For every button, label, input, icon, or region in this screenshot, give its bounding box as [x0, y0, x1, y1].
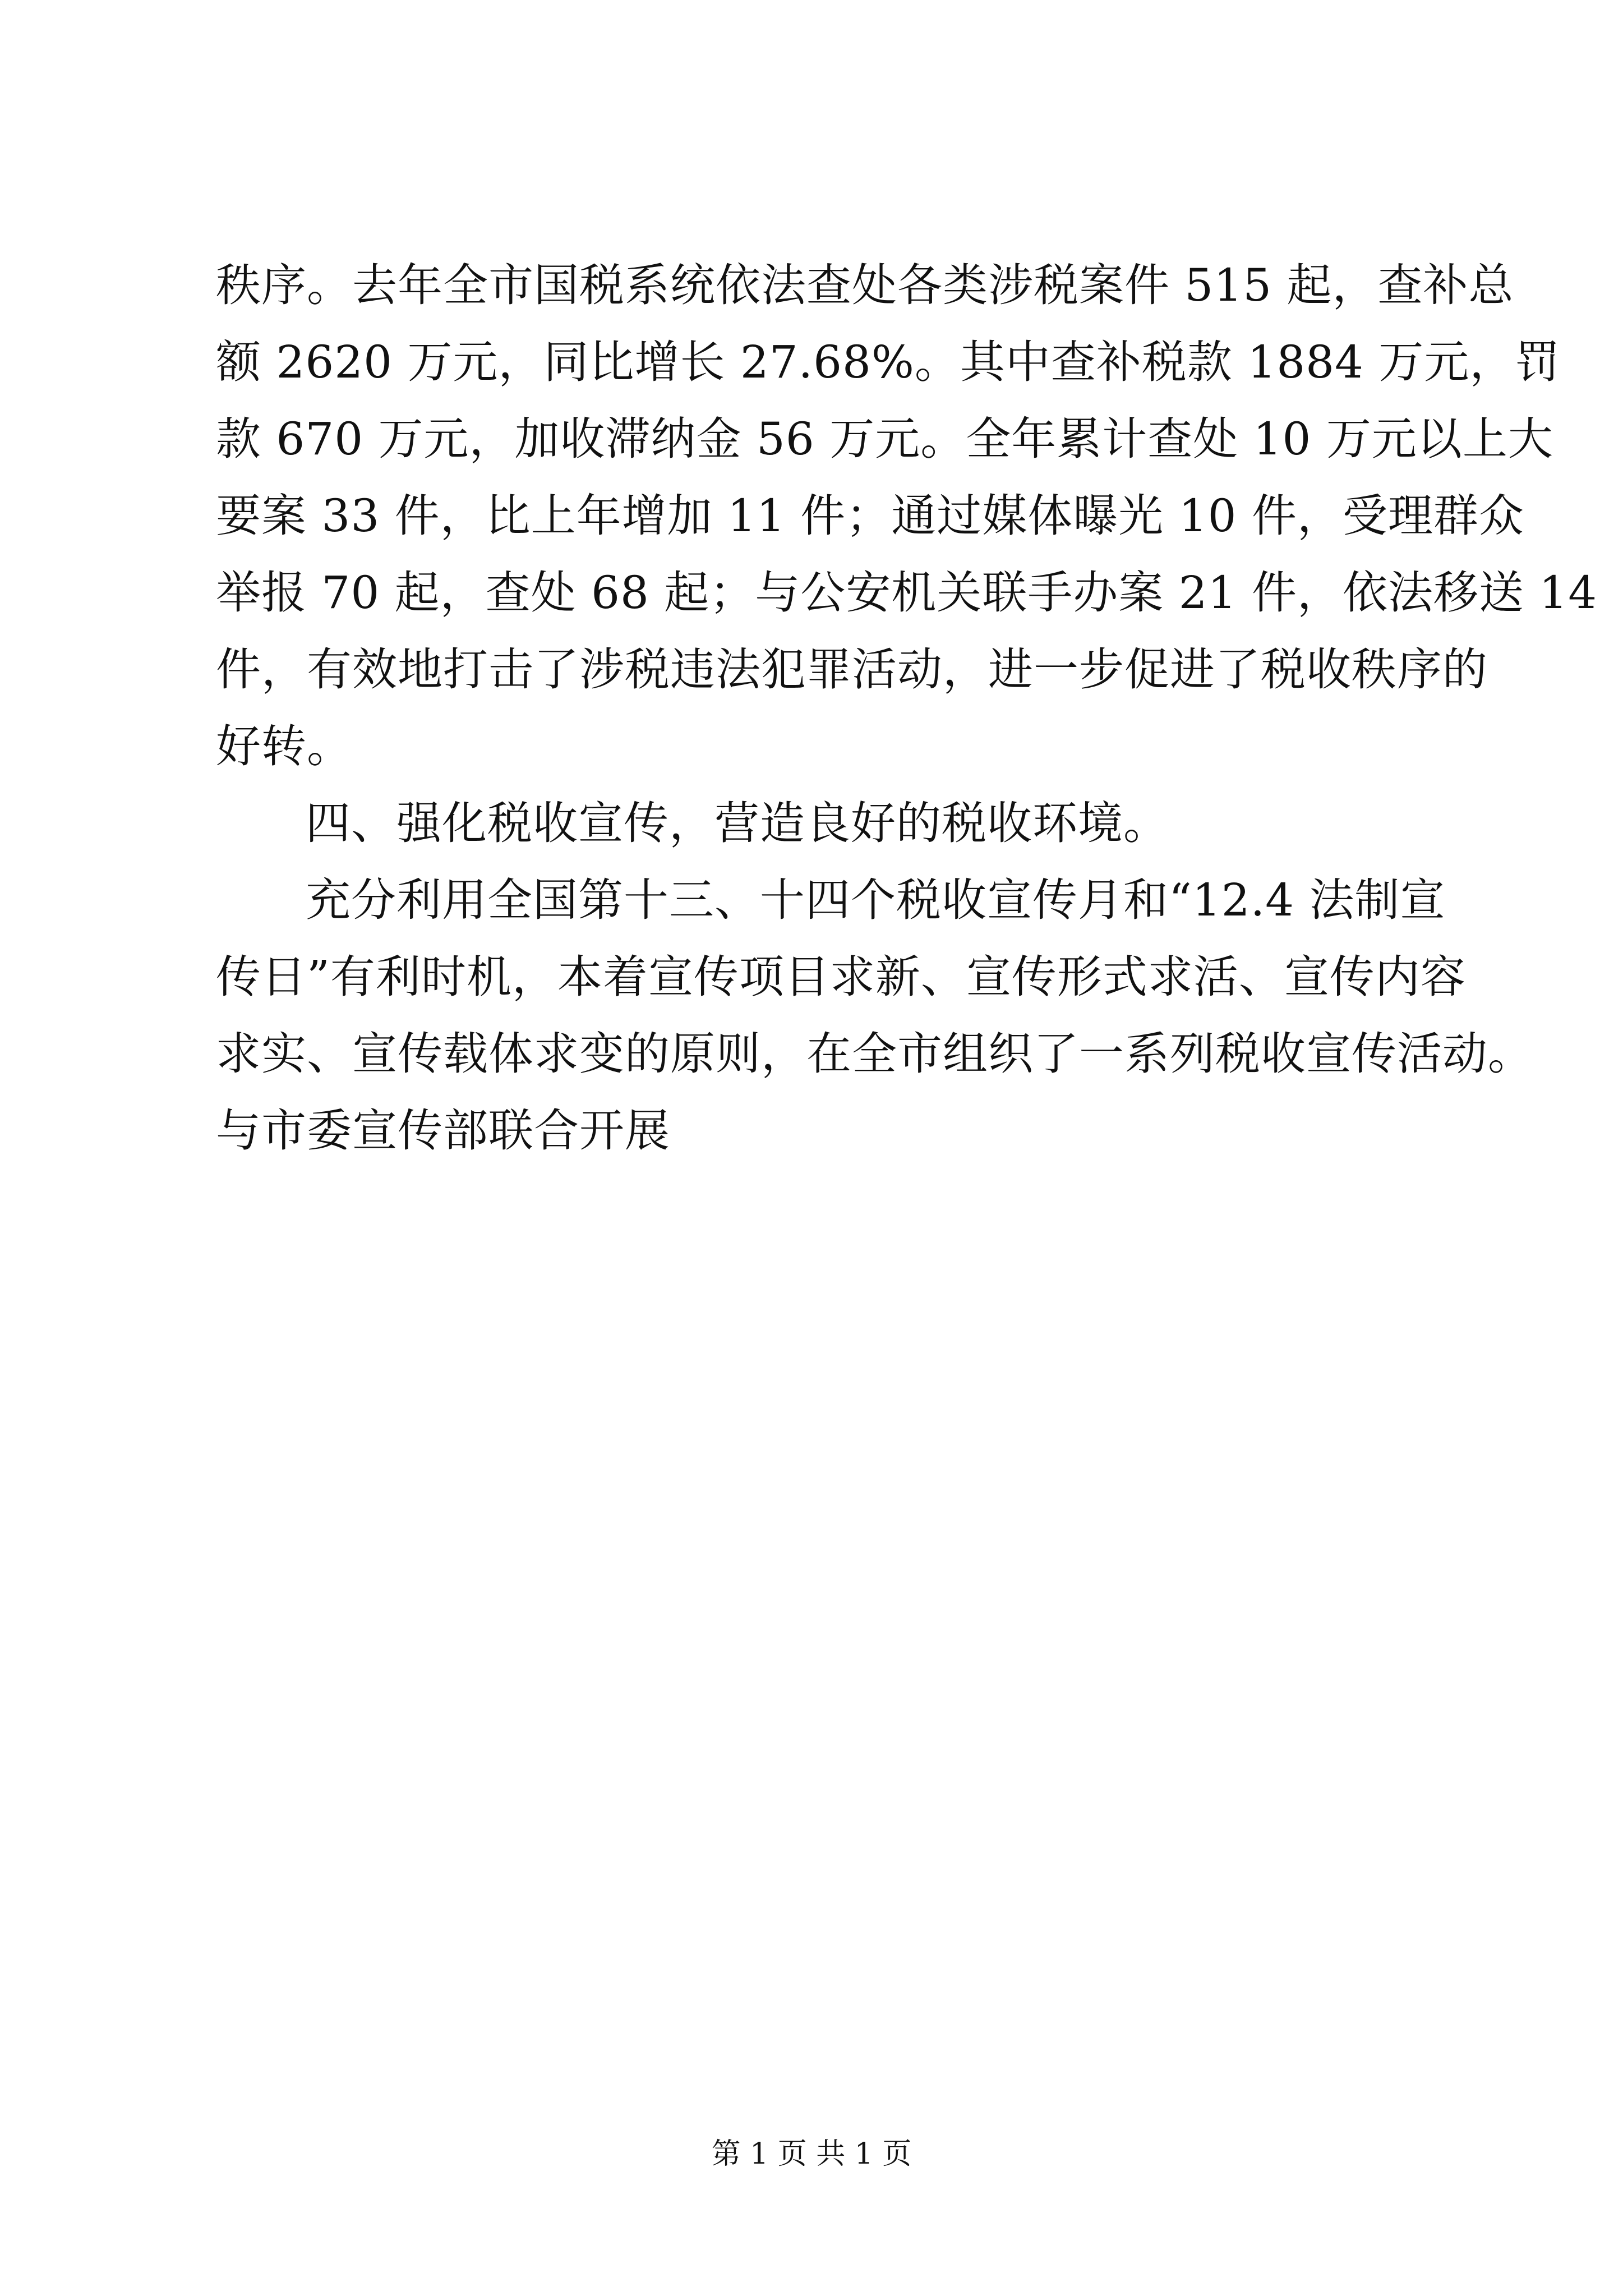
- page-footer: 第 1 页 共 1 页: [711, 2137, 912, 2171]
- section-heading: 四、强化税收宣传，营造良好的税收环境。: [306, 797, 1169, 849]
- body-line: 充分利用全国第十三、十四个税收宣传月和“12.4 法制宣: [306, 874, 1446, 926]
- body-line: 求实、宣传载体求变的原则，在全市组织了一系列税收宣传活动。: [216, 1028, 1533, 1080]
- body-line: 好转。: [216, 720, 352, 772]
- body-line: 举报 70 起，查处 68 起；与公安机关联手办案 21 件，依法移送 14: [216, 567, 1598, 619]
- body-line: 秩序。去年全市国税系统依法查处各类涉税案件 515 起，查补总: [216, 259, 1514, 311]
- body-line: 件，有效地打击了涉税违法犯罪活动，进一步促进了税收秩序的: [216, 643, 1488, 696]
- body-line: 传日”有利时机，本着宣传项目求新、宣传形式求活、宣传内容: [216, 951, 1466, 1003]
- document-body: [216, 247, 1598, 1169]
- body-line: 款 670 万元，加收滞纳金 56 万元。全年累计查处 10 万元以上大: [216, 413, 1553, 465]
- body-line: 要案 33 件，比上年增加 11 件；通过媒体曝光 10 件，受理群众: [216, 490, 1524, 542]
- body-line: 额 2620 万元，同比增长 27.68%。其中查补税款 1884 万元，罚: [216, 336, 1561, 388]
- body-line: 与市委宣传部联合开展: [216, 1105, 670, 1157]
